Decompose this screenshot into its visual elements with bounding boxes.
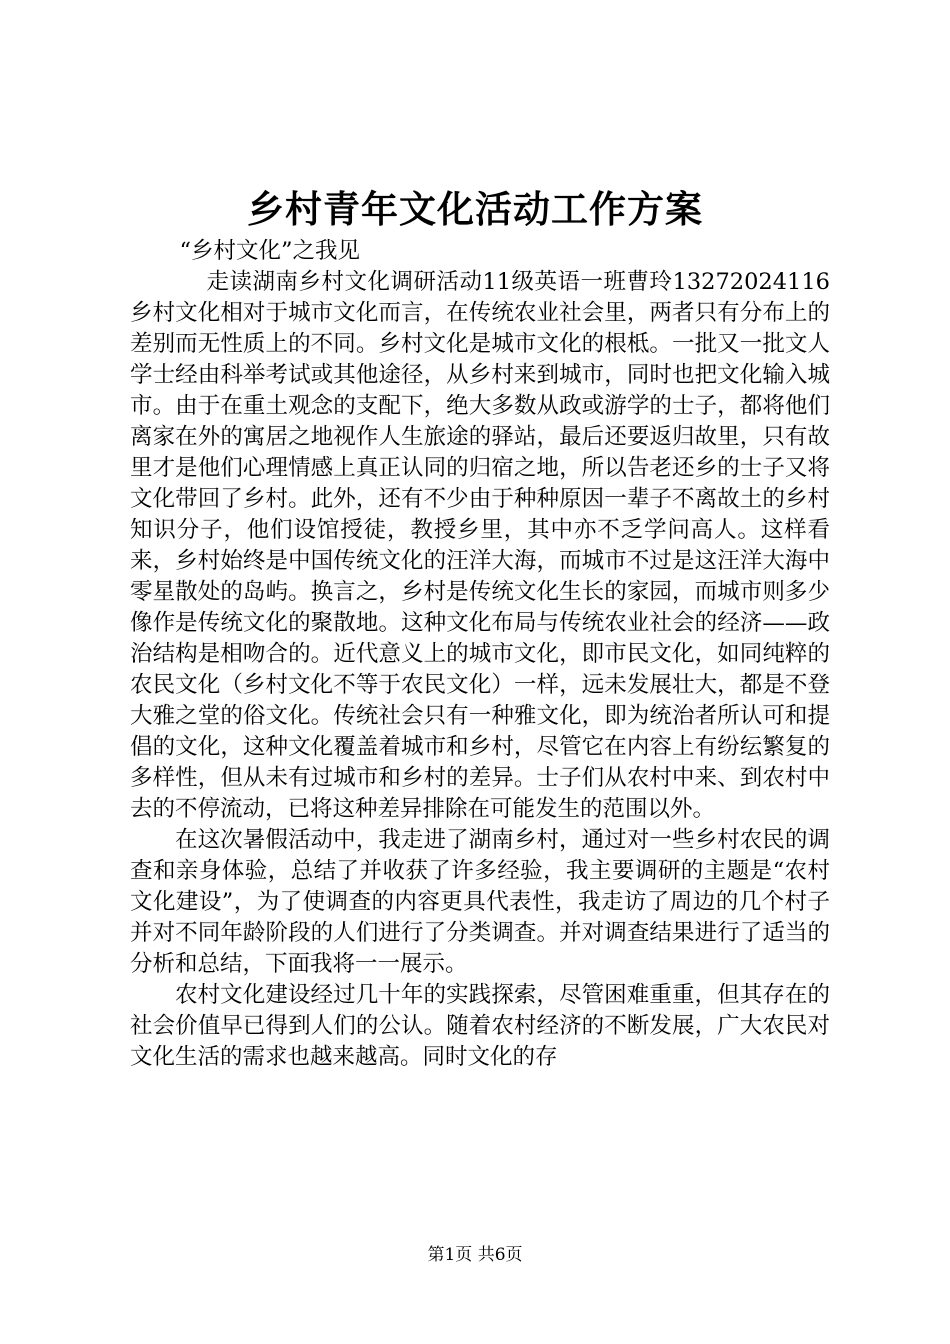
document-title: 乡村青年文化活动工作方案: [247, 187, 703, 231]
paragraph-3: 农村文化建设经过几十年的实践探索，尽管困难重重，但其存在的社会价值早已得到人们的公认。随着农村经济的不断发展，广大农民对文化生活的需求也越来越高。同时文化的存: [130, 982, 830, 1070]
page-number-footer: 第1页 共6页: [427, 1245, 523, 1265]
paragraph-2: 在这次暑假活动中，我走进了湖南乡村，通过对一些乡村农民的调查和亲身体验，总结了并收获了许多经验，我主要调研的主题是“农村文化建设”，为了使调查的内容更具代表性，我走访了周边的几个村子并对不同年龄阶段的人们进行了分类调查。并对调查结果进行了适当的分析和总结，下面我将一一展示。: [130, 827, 830, 977]
document-subtitle: “乡村文化”之我见: [179, 238, 361, 264]
document-body: [130, 236, 830, 1073]
paragraph-1: 走读湖南乡村文化调研活动11级英语一班曹玲13272024116乡村文化相对于城市文化而言，在传统农业社会里，两者只有分布上的差别而无性质上的不同。乡村文化是城市文化的根柢。一批又一批文人学士经由科举考试或其他途径，从乡村来到城市，同时也把文化输入城市。由于在重土观念的支配下，绝大多数从政或游学的士子，都将他们离家在外的寓居之地视作人生旅途的驿站，最后还要返归故里，只有故里才是他们心理情感上真正认同的归宿之地，所以告老还乡的士子又将文化带回了乡村。此外，还有不少由于种种原因一辈子不离故土的乡村知识分子，他们设馆授徒，教授乡里，其中亦不乏学问高人。这样看来，乡村始终是中国传统文化的汪洋大海，而城市不过是这汪洋大海中零星散处的岛屿。换言之，乡村是传统文化生长的家园，而城市则多少像作是传统文化的聚散地。这种文化布局与传统农业社会的经济——政治结构是相吻合的。近代意义上的城市文化，即市民文化，如同纯粹的农民文化（乡村文化不等于农民文化）一样，远未发展壮大，都是不登大雅之堂的俗文化。传统社会只有一种雅文化，即为统治者所认可和提倡的文化，这种文化覆盖着城市和乡村，尽管它在内容上有纷纭繁复的多样性，但从未有过城市和乡村的差异。士子们从农村中来、到农村中去的不停流动，已将这种差异排除在可能发生的范围以外。: [130, 269, 830, 822]
